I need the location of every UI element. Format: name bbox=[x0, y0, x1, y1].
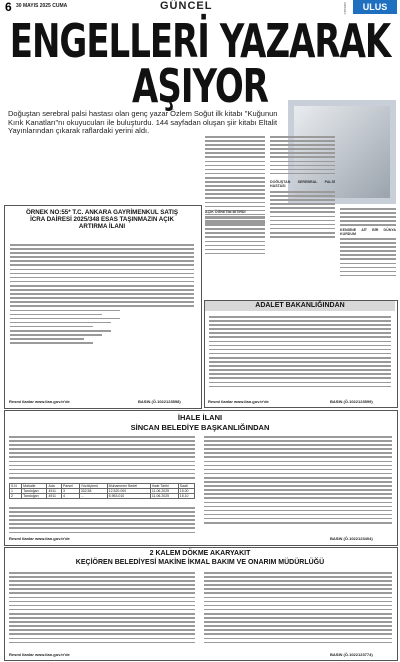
ad-2-basin: BASIN (Ö.1022123599) bbox=[330, 399, 373, 404]
table-cell: 5.953.010 bbox=[107, 494, 150, 499]
ad-4-title-2: KEÇİÖREN BELEDİYESİ MAKİNE İKMAL BAKIM VE ONARIM MÜDÜRLÜĞÜ bbox=[75, 559, 325, 566]
article-subhead-3: KENDİNE AİT BİR DÜNYA KURDUM bbox=[340, 228, 396, 237]
ad-1-body bbox=[10, 244, 194, 346]
article-column-2b bbox=[270, 191, 335, 240]
issue-date: 30 MAYIS 2025 CUMA bbox=[16, 3, 68, 9]
ad-4-basin: BASIN (Ö.1022123774) bbox=[330, 652, 373, 657]
table-cell: 15.10 bbox=[178, 494, 194, 499]
table-cell: 2 bbox=[10, 494, 22, 499]
lead-paragraph: Doğuştan serebral palsi hastası olan genç yazar Özlem Soğut ilk kitabı "Kuğunun Kırık Kanatları"nı okuyucuları ile buluşturdu. 144 sayfadan oluşan şiir kitabı Eltalit Yayınlarından çıkarak raflardaki yerini aldı. bbox=[8, 109, 278, 136]
page-number: 6 bbox=[5, 0, 12, 14]
ad-3-left-body-2 bbox=[9, 507, 195, 536]
ad-3-title-1: İHALE İLANI bbox=[177, 413, 223, 422]
table-cell: ... bbox=[79, 494, 107, 499]
table-cell: 12.520.000 bbox=[107, 489, 150, 494]
ad-3-table bbox=[9, 483, 195, 499]
table-header-cell: S.N bbox=[10, 484, 22, 489]
table-cell: 1 bbox=[10, 489, 22, 494]
table-cell: Tandoğan bbox=[22, 494, 47, 499]
ad-3-title-2: SİNCAN BELEDİYE BAŞKANLIĞINDAN bbox=[130, 423, 270, 432]
ad-3-left-body bbox=[9, 436, 195, 481]
ad-1-basin: BASIN (Ö.1022123598) bbox=[138, 399, 181, 404]
article-column-3b bbox=[340, 238, 396, 279]
table-cell: 4911 bbox=[47, 489, 61, 494]
table-header-cell: Saati bbox=[178, 484, 194, 489]
article-column-3 bbox=[340, 208, 396, 228]
table-header-cell: İhale Tarihi bbox=[150, 484, 178, 489]
ad-4-title-1: 2 KALEM DÖKME AKARYAKIT bbox=[149, 550, 251, 557]
ad-3-right-body bbox=[204, 436, 392, 526]
ad-4-right-body bbox=[204, 572, 392, 646]
ad-4-left-body bbox=[9, 572, 195, 646]
article-subhead-1: AÇIK ÖĞRETİM BİTİRDİ bbox=[205, 210, 246, 214]
headline-line-2: AŞIYOR bbox=[132, 60, 268, 114]
article-subhead-2: DOĞUŞTAN SEREBRAL PALSİ HASTASI bbox=[270, 180, 335, 189]
ad-2-body bbox=[209, 316, 391, 390]
headline-line-1: ENGELLERİ YAZARAK bbox=[9, 15, 391, 69]
logo-side-text: ANKARA bbox=[343, 2, 347, 15]
table-header-cell: Mahalle bbox=[22, 484, 47, 489]
ad-1-footer: Resmi ilanlar www.ilan.gov.tr'de bbox=[9, 399, 70, 404]
table-cell: 332,58 bbox=[79, 489, 107, 494]
article-column-2 bbox=[270, 136, 335, 177]
table-header-cell: Yüzölçümü bbox=[79, 484, 107, 489]
ad-3-basin: BASIN (Ö.1022123404) bbox=[330, 536, 373, 541]
page-header bbox=[0, 0, 400, 14]
table-cell: Tandoğan bbox=[22, 489, 47, 494]
table-cell: 11.06.2025 bbox=[150, 489, 178, 494]
table-cell: 3 bbox=[61, 489, 79, 494]
ad-2-title: ADALET BAKANLIĞINDAN bbox=[205, 301, 395, 311]
table-header-cell: Ada bbox=[47, 484, 61, 489]
table-header-cell: Muhammen Bedel bbox=[107, 484, 150, 489]
ad-1-title: ÖRNEK NO:55* T.C. ANKARA GAYRİMENKUL SATIŞ İCRA DAİRESİ 2025/348 ESAS TAŞINMAZIN AÇIK ARTIRMA İLANI bbox=[25, 209, 179, 230]
article-column-1b bbox=[205, 216, 265, 257]
table-header-cell: Parsel bbox=[61, 484, 79, 489]
newspaper-logo: ULUS bbox=[353, 0, 397, 14]
ad-2-footer: Resmi ilanlar www.ilan.gov.tr'de bbox=[208, 399, 269, 404]
ad-3-footer: Resmi ilanlar www.ilan.gov.tr'de bbox=[9, 536, 70, 541]
table-cell: 4 bbox=[61, 494, 79, 499]
section-title: GÜNCEL bbox=[160, 0, 213, 12]
table-cell: 4911 bbox=[47, 494, 61, 499]
ad-4-footer: Resmi ilanlar www.ilan.gov.tr'de bbox=[9, 652, 70, 657]
table-row bbox=[10, 494, 195, 499]
table-cell: 15.00 bbox=[178, 489, 194, 494]
table-cell: 11.06.2025 bbox=[150, 494, 178, 499]
